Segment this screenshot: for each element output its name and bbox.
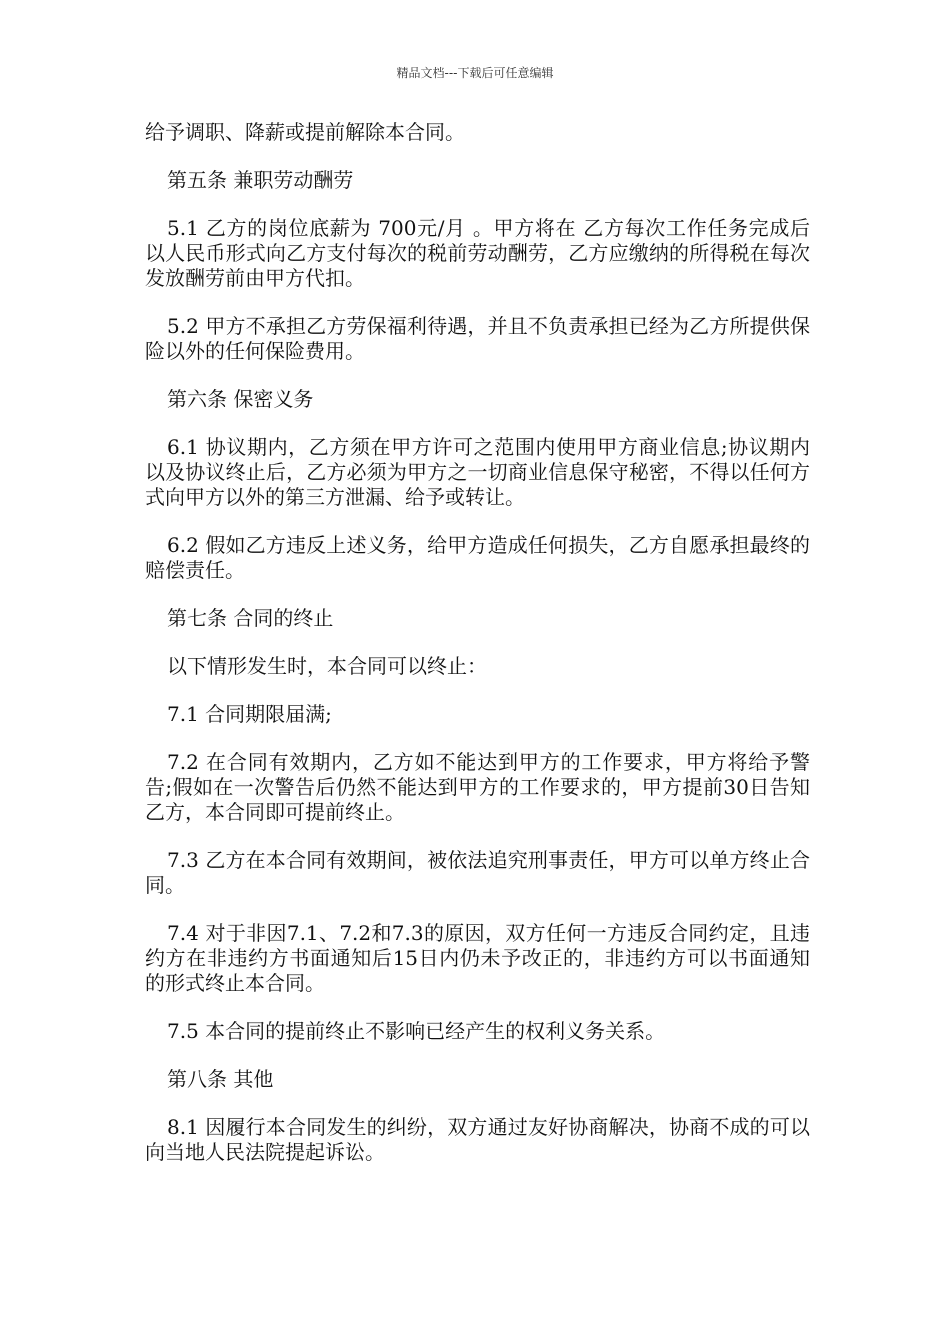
clause-5-1: 5.1 乙方的岗位底薪为 700元/月 。甲方将在 乙方每次工作任务完成后 以人民币形式向乙方支付每次的税前劳动酬劳，乙方应缴纳的所得税在每次发放酬劳前由甲方代扣。 [145,216,810,290]
clause-6-2: 6.2 假如乙方违反上述义务，给甲方造成任何损失，乙方自愿承担最终的赔偿责任。 [145,533,810,582]
page-header: 精品文档---下载后可任意编辑 [396,66,554,80]
clause-7-2: 7.2 在合同有效期内，乙方如不能达到甲方的工作要求，甲方将给予警告;假如在一次警告后仍然不能达到甲方的工作要求的，甲方提前30日告知乙方，本合同即可提前终止。 [145,750,810,824]
clause-5-2: 5.2 甲方不承担乙方劳保福利待遇，并且不负责承担已经为乙方所提供保险以外的任何保险费用。 [145,314,810,363]
article-5-heading: 第五条 兼职劳动酬劳 [167,168,354,192]
clause-6-1: 6.1 协议期内，乙方须在甲方许可之范围内使用甲方商业信息;协议期内以及协议终止后，乙方必须为甲方之一切商业信息保守秘密，不得以任何方式向甲方以外的第三方泄漏、给予或转让。 [145,435,810,509]
article-8-heading: 第八条 其他 [167,1067,274,1091]
clause-7-5: 7.5 本合同的提前终止不影响已经产生的权利义务关系。 [167,1019,666,1043]
article-6-heading: 第六条 保密义务 [167,387,314,411]
clause-8-1: 8.1 因履行本合同发生的纠纷，双方通过友好协商解决，协商不成的可以向当地人民法院提起诉讼。 [145,1115,810,1164]
article-7-heading: 第七条 合同的终止 [167,606,334,630]
article-7-intro: 以下情形发生时，本合同可以终止： [167,654,487,678]
clause-7-4: 7.4 对于非因7.1、7.2和7.3的原因，双方任何一方违反合同约定，且违约方在非违约方书面通知后15日内仍未予改正的，非违约方可以书面通知的形式终止本合同。 [145,921,810,995]
document-body [145,120,810,1188]
paragraph-continuation: 给予调职、降薪或提前解除本合同。 [145,120,465,144]
clause-7-3: 7.3 乙方在本合同有效期间，被依法追究刑事责任，甲方可以单方终止合同。 [145,848,810,897]
clause-7-1: 7.1 合同期限届满; [167,702,332,726]
